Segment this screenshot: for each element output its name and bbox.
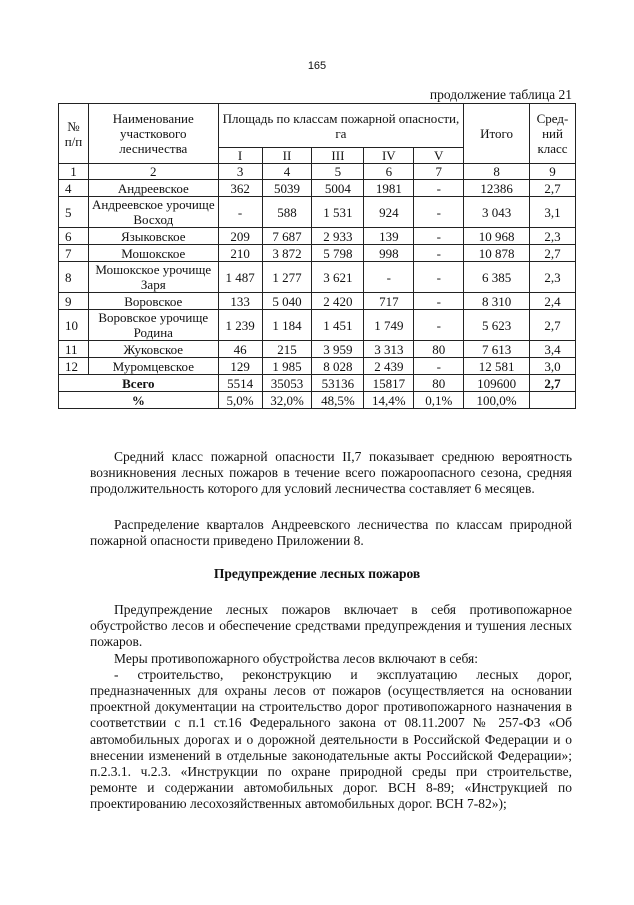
table-cell: 362 <box>218 180 262 197</box>
header-class: II <box>262 148 312 164</box>
table-row <box>59 262 576 293</box>
percent-cell: 100,0% <box>464 392 530 409</box>
table-cell: 6 385 <box>464 262 530 293</box>
table-cell: 2,4 <box>530 293 576 310</box>
table-cell: 8 <box>59 262 89 293</box>
table-cell: 12 <box>59 358 89 375</box>
table-cell: 5 <box>59 197 89 228</box>
header-avg-class: Сред-ний класс <box>530 104 576 164</box>
total-row <box>59 375 576 392</box>
table-cell: 1 749 <box>364 310 414 341</box>
total-cell: 2,7 <box>530 375 576 392</box>
table-row <box>59 228 576 245</box>
table-cell: 4 <box>59 180 89 197</box>
table-cell: 717 <box>364 293 414 310</box>
table-cell: 1981 <box>364 180 414 197</box>
table-cell: Муромцевское <box>88 358 218 375</box>
table-row <box>59 310 576 341</box>
percent-cell: 32,0% <box>262 392 312 409</box>
header-class: I <box>218 148 262 164</box>
percent-cell <box>530 392 576 409</box>
page-number: 165 <box>307 60 327 72</box>
table-cell: 3 313 <box>364 341 414 358</box>
table-cell: 7 <box>59 245 89 262</box>
table-row <box>59 245 576 262</box>
table-cell: 3,4 <box>530 341 576 358</box>
table-cell: 1 451 <box>312 310 364 341</box>
table-cell: 46 <box>218 341 262 358</box>
table-cell: 3 621 <box>312 262 364 293</box>
table-cell: 1 184 <box>262 310 312 341</box>
percent-cell: 0,1% <box>414 392 464 409</box>
total-label: Всего <box>59 375 219 392</box>
header-area: Площадь по классам пожарной опасности, га <box>218 104 464 148</box>
header-class: V <box>414 148 464 164</box>
paragraph-text: Средний класс пожарной опасности II,7 показывает среднюю вероятность возникновения лесных пожаров в течение всего пожароопасного сезона, средняя продолжительность которого для условий лесничества составляет 6 месяцев. <box>90 449 572 497</box>
percent-row <box>59 392 576 409</box>
table-cell: 12 581 <box>464 358 530 375</box>
percent-cell: 48,5% <box>312 392 364 409</box>
column-number: 8 <box>464 164 530 180</box>
table-row <box>59 197 576 228</box>
table-cell: Мошокское урочище Заря <box>88 262 218 293</box>
table-cell: 3 872 <box>262 245 312 262</box>
column-number: 4 <box>262 164 312 180</box>
table-cell: 5 040 <box>262 293 312 310</box>
table-cell: 2,7 <box>530 310 576 341</box>
table-cell: 6 <box>59 228 89 245</box>
table-cell: 12386 <box>464 180 530 197</box>
paragraph-avg-class <box>90 449 572 498</box>
table-cell: Андреевское урочище Восход <box>88 197 218 228</box>
table-cell: 133 <box>218 293 262 310</box>
table-cell: 8 310 <box>464 293 530 310</box>
table-cell: - <box>218 197 262 228</box>
column-number: 5 <box>312 164 364 180</box>
table-cell: - <box>414 197 464 228</box>
table-cell: - <box>414 245 464 262</box>
table-row <box>59 341 576 358</box>
table-cell: 998 <box>364 245 414 262</box>
table-cell: 2,7 <box>530 180 576 197</box>
table-cell: 2,3 <box>530 228 576 245</box>
table-cell: 2 933 <box>312 228 364 245</box>
table-cell: 5 623 <box>464 310 530 341</box>
total-cell: 15817 <box>364 375 414 392</box>
total-cell: 5514 <box>218 375 262 392</box>
table-cell: 1 277 <box>262 262 312 293</box>
table-cell: 1 487 <box>218 262 262 293</box>
table-cell: - <box>414 293 464 310</box>
table-continuation-caption: продолжение таблица 21 <box>429 87 572 102</box>
table-cell: - <box>364 262 414 293</box>
table-cell: 5 798 <box>312 245 364 262</box>
table-cell: 10 968 <box>464 228 530 245</box>
column-number: 7 <box>414 164 464 180</box>
table-cell: 3,1 <box>530 197 576 228</box>
header-total: Итого <box>464 104 530 164</box>
paragraph-text: Распределение кварталов Андреевского лесничества по классам природной пожарной опасности приведено Приложении 8. <box>90 517 572 549</box>
column-number: 9 <box>530 164 576 180</box>
header-class: IV <box>364 148 414 164</box>
paragraph-text: Меры противопожарного обустройства лесов включают в себя: <box>114 650 478 666</box>
table-row <box>59 180 576 197</box>
table-cell: 8 028 <box>312 358 364 375</box>
table-row <box>59 293 576 310</box>
fire-hazard-table <box>58 103 576 409</box>
total-cell: 35053 <box>262 375 312 392</box>
table-cell: 7 613 <box>464 341 530 358</box>
table-cell: 2 420 <box>312 293 364 310</box>
table-cell: 215 <box>262 341 312 358</box>
table-cell: Андреевское <box>88 180 218 197</box>
header-num: № п/п <box>59 104 89 164</box>
table-cell: 7 687 <box>262 228 312 245</box>
table-cell: 129 <box>218 358 262 375</box>
table-cell: 588 <box>262 197 312 228</box>
table-cell: - <box>414 228 464 245</box>
table-cell: Воровское урочище Родина <box>88 310 218 341</box>
paragraph-text: - строительство, реконструкцию и эксплуатацию лесных дорог, предназначенных для охраны лесов от пожаров (осуществляется на основании проектной документации на строительство дорог противопожарного назначения в соответствии с п.1 ст.16 Федерального закона от 08.11.2007 № 257-ФЗ «Об автомобильных дорогах и о дорожной деятельности в Российской Федерации и о внесении изменений в отдельные законодательные акты Российской Федерации»; п.2.3.1. ч.2.3. «Инструкции по охране природной среды при строительстве, ремонте и содержании автомобильных дорог. ВСН 8-89; «Инструкцией по проектированию лесохозяйственных автомобильных дорог. ВСН 7-82»); <box>90 666 572 812</box>
column-number: 1 <box>59 164 89 180</box>
table-cell: 3 959 <box>312 341 364 358</box>
table-cell: 10 878 <box>464 245 530 262</box>
table-cell: 2,3 <box>530 262 576 293</box>
table-cell: 2 439 <box>364 358 414 375</box>
section-heading: Предупреждение лесных пожаров <box>213 566 421 581</box>
column-number: 6 <box>364 164 414 180</box>
paragraph-prevention <box>90 602 572 813</box>
table-cell: 209 <box>218 228 262 245</box>
paragraph-distribution <box>90 517 572 549</box>
table-cell: Воровское <box>88 293 218 310</box>
table-cell: 1 239 <box>218 310 262 341</box>
table-cell: Мошокское <box>88 245 218 262</box>
table-cell: Жуковское <box>88 341 218 358</box>
table-cell: 80 <box>414 341 464 358</box>
table-cell: 3,0 <box>530 358 576 375</box>
table-cell: 9 <box>59 293 89 310</box>
total-cell: 80 <box>414 375 464 392</box>
table-cell: 924 <box>364 197 414 228</box>
table-cell: 5039 <box>262 180 312 197</box>
total-cell: 109600 <box>464 375 530 392</box>
table-cell: 139 <box>364 228 414 245</box>
table-cell: - <box>414 358 464 375</box>
table-cell: 3 043 <box>464 197 530 228</box>
percent-label: % <box>59 392 219 409</box>
table-row <box>59 358 576 375</box>
percent-cell: 5,0% <box>218 392 262 409</box>
table-cell: 2,7 <box>530 245 576 262</box>
paragraph-text: Предупреждение лесных пожаров включает в себя противопожарное обустройство лесов и обеспечение средствами предупреждения и тушения лесных пожаров. <box>90 602 572 650</box>
table-cell: - <box>414 262 464 293</box>
table-cell: 1 985 <box>262 358 312 375</box>
table-cell: 1 531 <box>312 197 364 228</box>
header-class: III <box>312 148 364 164</box>
table-cell: Языковское <box>88 228 218 245</box>
table-cell: - <box>414 310 464 341</box>
header-name: Наименование участкового лесничества <box>88 104 218 164</box>
total-cell: 53136 <box>312 375 364 392</box>
table-cell: - <box>414 180 464 197</box>
percent-cell: 14,4% <box>364 392 414 409</box>
table-cell: 10 <box>59 310 89 341</box>
table-cell: 11 <box>59 341 89 358</box>
column-number: 3 <box>218 164 262 180</box>
table-cell: 5004 <box>312 180 364 197</box>
table-cell: 210 <box>218 245 262 262</box>
column-number: 2 <box>88 164 218 180</box>
